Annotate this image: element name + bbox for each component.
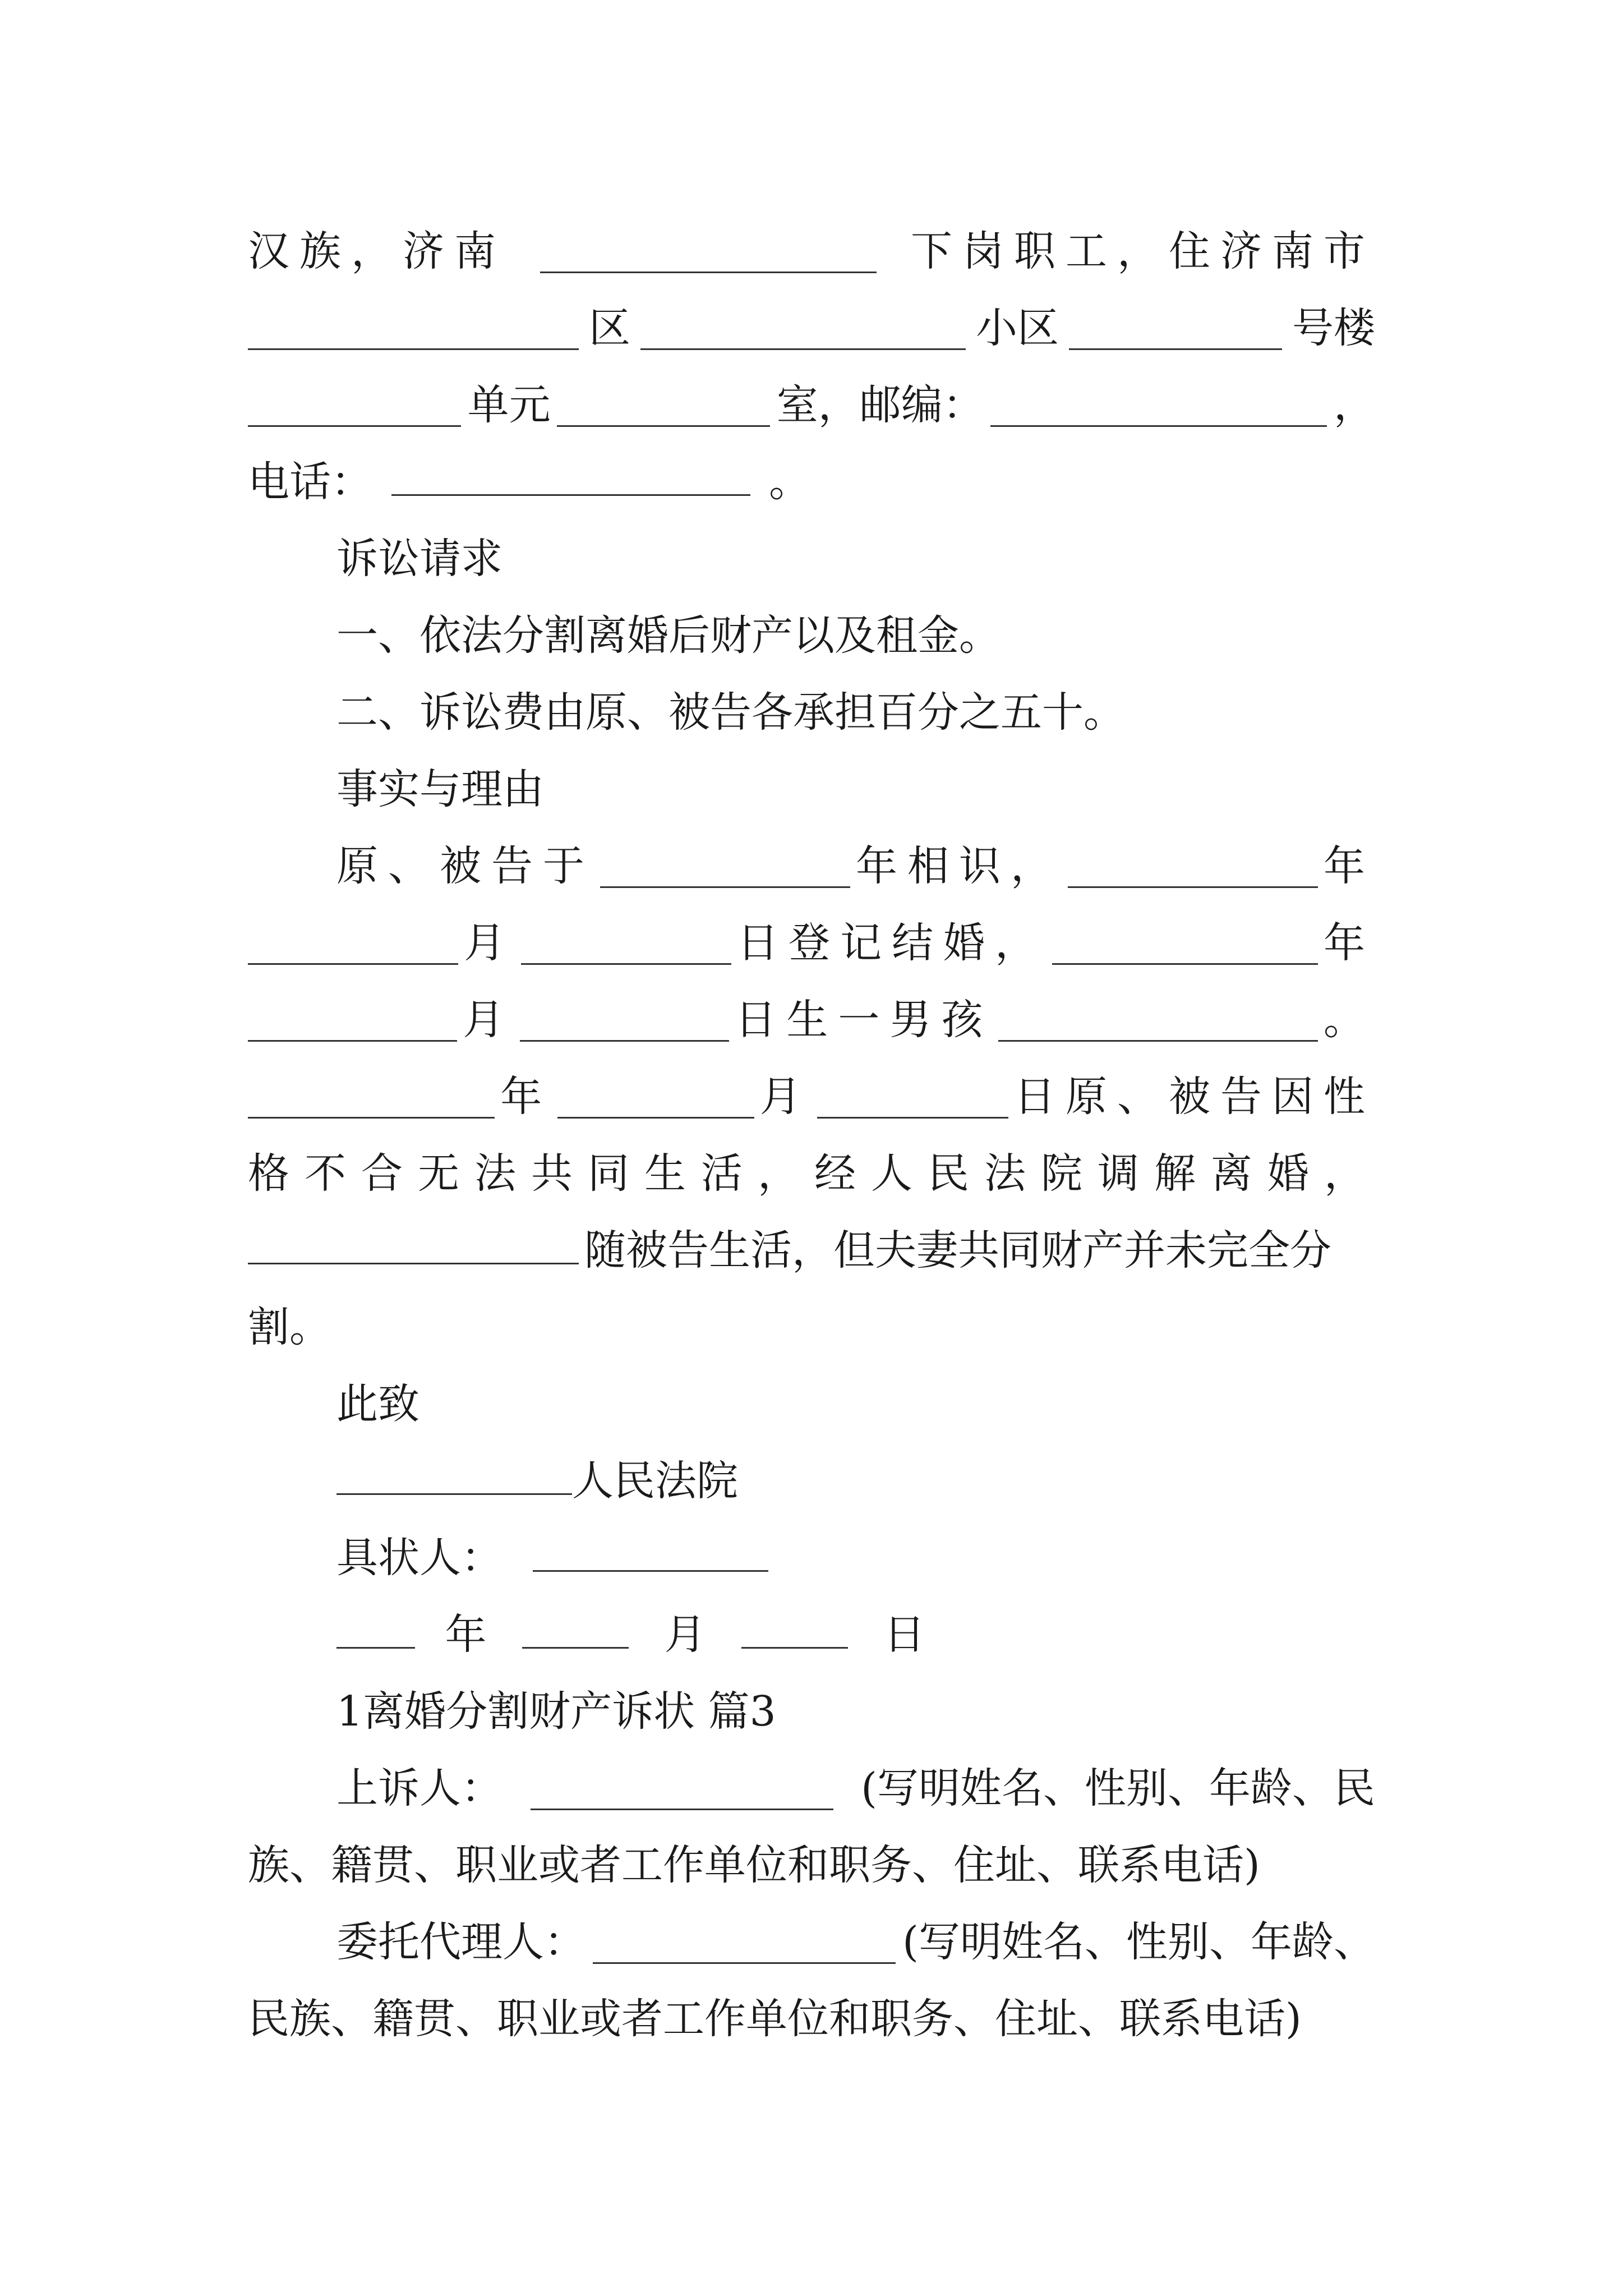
- text-line: 格不合无法共同生活，经人民法院调解离婚，: [248, 1149, 1381, 1198]
- text: 日生一男孩: [735, 996, 993, 1044]
- fill-blank: [521, 922, 731, 965]
- section-heading: 事实与理由: [336, 765, 544, 813]
- text: 室，邮编：: [776, 381, 984, 429]
- text-line: 族、籍贯、职业或者工作单位和职务、住址、联系电话): [248, 1841, 1260, 1889]
- fill-blank: [1068, 845, 1318, 888]
- text: 原、被告于: [336, 842, 594, 890]
- text: 单元: [467, 381, 551, 429]
- text-line: [248, 982, 1375, 1059]
- text: 日: [883, 1611, 925, 1659]
- fill-blank: [1052, 922, 1318, 965]
- text: 号楼: [1292, 304, 1375, 352]
- text: 小区: [976, 304, 1059, 352]
- text: 年: [1324, 919, 1375, 967]
- text: 区: [589, 304, 630, 352]
- text: 具状人：: [336, 1534, 502, 1582]
- court-name: 人民法院: [572, 1457, 738, 1505]
- text: 年相识，: [856, 842, 1062, 890]
- fill-blank: [248, 922, 458, 965]
- text-line: [248, 1520, 1375, 1596]
- text: 年: [500, 1073, 552, 1121]
- fill-blank: [391, 453, 750, 496]
- text: 随被告生活，但夫妻共同财产并未完全分: [584, 1226, 1331, 1274]
- text: 汉族，济南: [248, 227, 506, 275]
- text-line: [248, 213, 1375, 290]
- fill-blank: [990, 384, 1327, 427]
- text: 月: [463, 996, 515, 1044]
- text: (写明姓名、性别、年龄、: [902, 1918, 1375, 1966]
- text: 年: [445, 1611, 487, 1659]
- fill-blank: [557, 1075, 754, 1119]
- fill-blank: [248, 307, 579, 350]
- text: ，: [1333, 381, 1375, 429]
- fill-blank: [248, 999, 457, 1042]
- fill-blank: [1069, 307, 1282, 350]
- text-line: [248, 1059, 1375, 1135]
- fill-blank: [522, 1605, 629, 1649]
- fill-blank: [640, 307, 966, 350]
- section-heading: 诉讼请求: [336, 535, 502, 583]
- text: (写明姓名、性别、年龄、民: [861, 1764, 1375, 1812]
- fill-blank: [520, 999, 729, 1042]
- fill-blank: [600, 845, 850, 888]
- text: 日原、被告因性: [1013, 1073, 1375, 1121]
- text-line: [248, 1443, 1375, 1520]
- fill-blank: [817, 1075, 1008, 1119]
- text: 电话：: [248, 458, 372, 506]
- text: 月: [464, 919, 516, 967]
- text: 上诉人：: [336, 1764, 502, 1812]
- text-line: [248, 444, 1375, 521]
- text-line: [248, 905, 1375, 982]
- salutation: 此致: [336, 1380, 419, 1428]
- text-line: 民族、籍贯、职业或者工作单位和职务、住址、联系电话): [248, 1995, 1302, 2043]
- text-line: 二、诉讼费由原、被告各承担百分之五十。: [336, 688, 1125, 737]
- text-line: [248, 1212, 1375, 1289]
- fill-blank: [336, 1605, 415, 1649]
- text: 。: [769, 458, 811, 506]
- fill-blank: [531, 1767, 833, 1810]
- text: 。: [1323, 996, 1375, 1044]
- fill-blank: [593, 1921, 896, 1964]
- text: 年: [1324, 842, 1375, 890]
- fill-blank: [998, 999, 1318, 1042]
- date-line: [248, 1596, 1375, 1673]
- text-line: [248, 290, 1375, 367]
- fill-blank: [248, 1075, 495, 1119]
- text-line: [248, 1904, 1375, 1981]
- document-page: [248, 213, 1381, 2058]
- fill-blank: [540, 230, 877, 273]
- fill-blank: [741, 1605, 848, 1649]
- text-line: 割。: [248, 1303, 331, 1351]
- text-line: [248, 828, 1375, 905]
- text-line: 一、依法分割离婚后财产以及租金。: [336, 611, 1000, 660]
- section-title: 1离婚分割财产诉状 篇3: [336, 1687, 776, 1736]
- fill-blank: [557, 384, 770, 427]
- text-line: [248, 1750, 1375, 1827]
- fill-blank: [533, 1529, 768, 1572]
- fill-blank: [248, 1221, 579, 1264]
- text-line: [248, 367, 1375, 444]
- text: 日登记结婚，: [737, 919, 1047, 967]
- text: 月: [664, 1611, 706, 1659]
- fill-blank: [336, 1452, 572, 1495]
- text: 月: [759, 1073, 811, 1121]
- text: 委托代理人：: [336, 1918, 585, 1966]
- fill-blank: [248, 384, 461, 427]
- text: 下岗职工，住济南市: [911, 227, 1375, 275]
